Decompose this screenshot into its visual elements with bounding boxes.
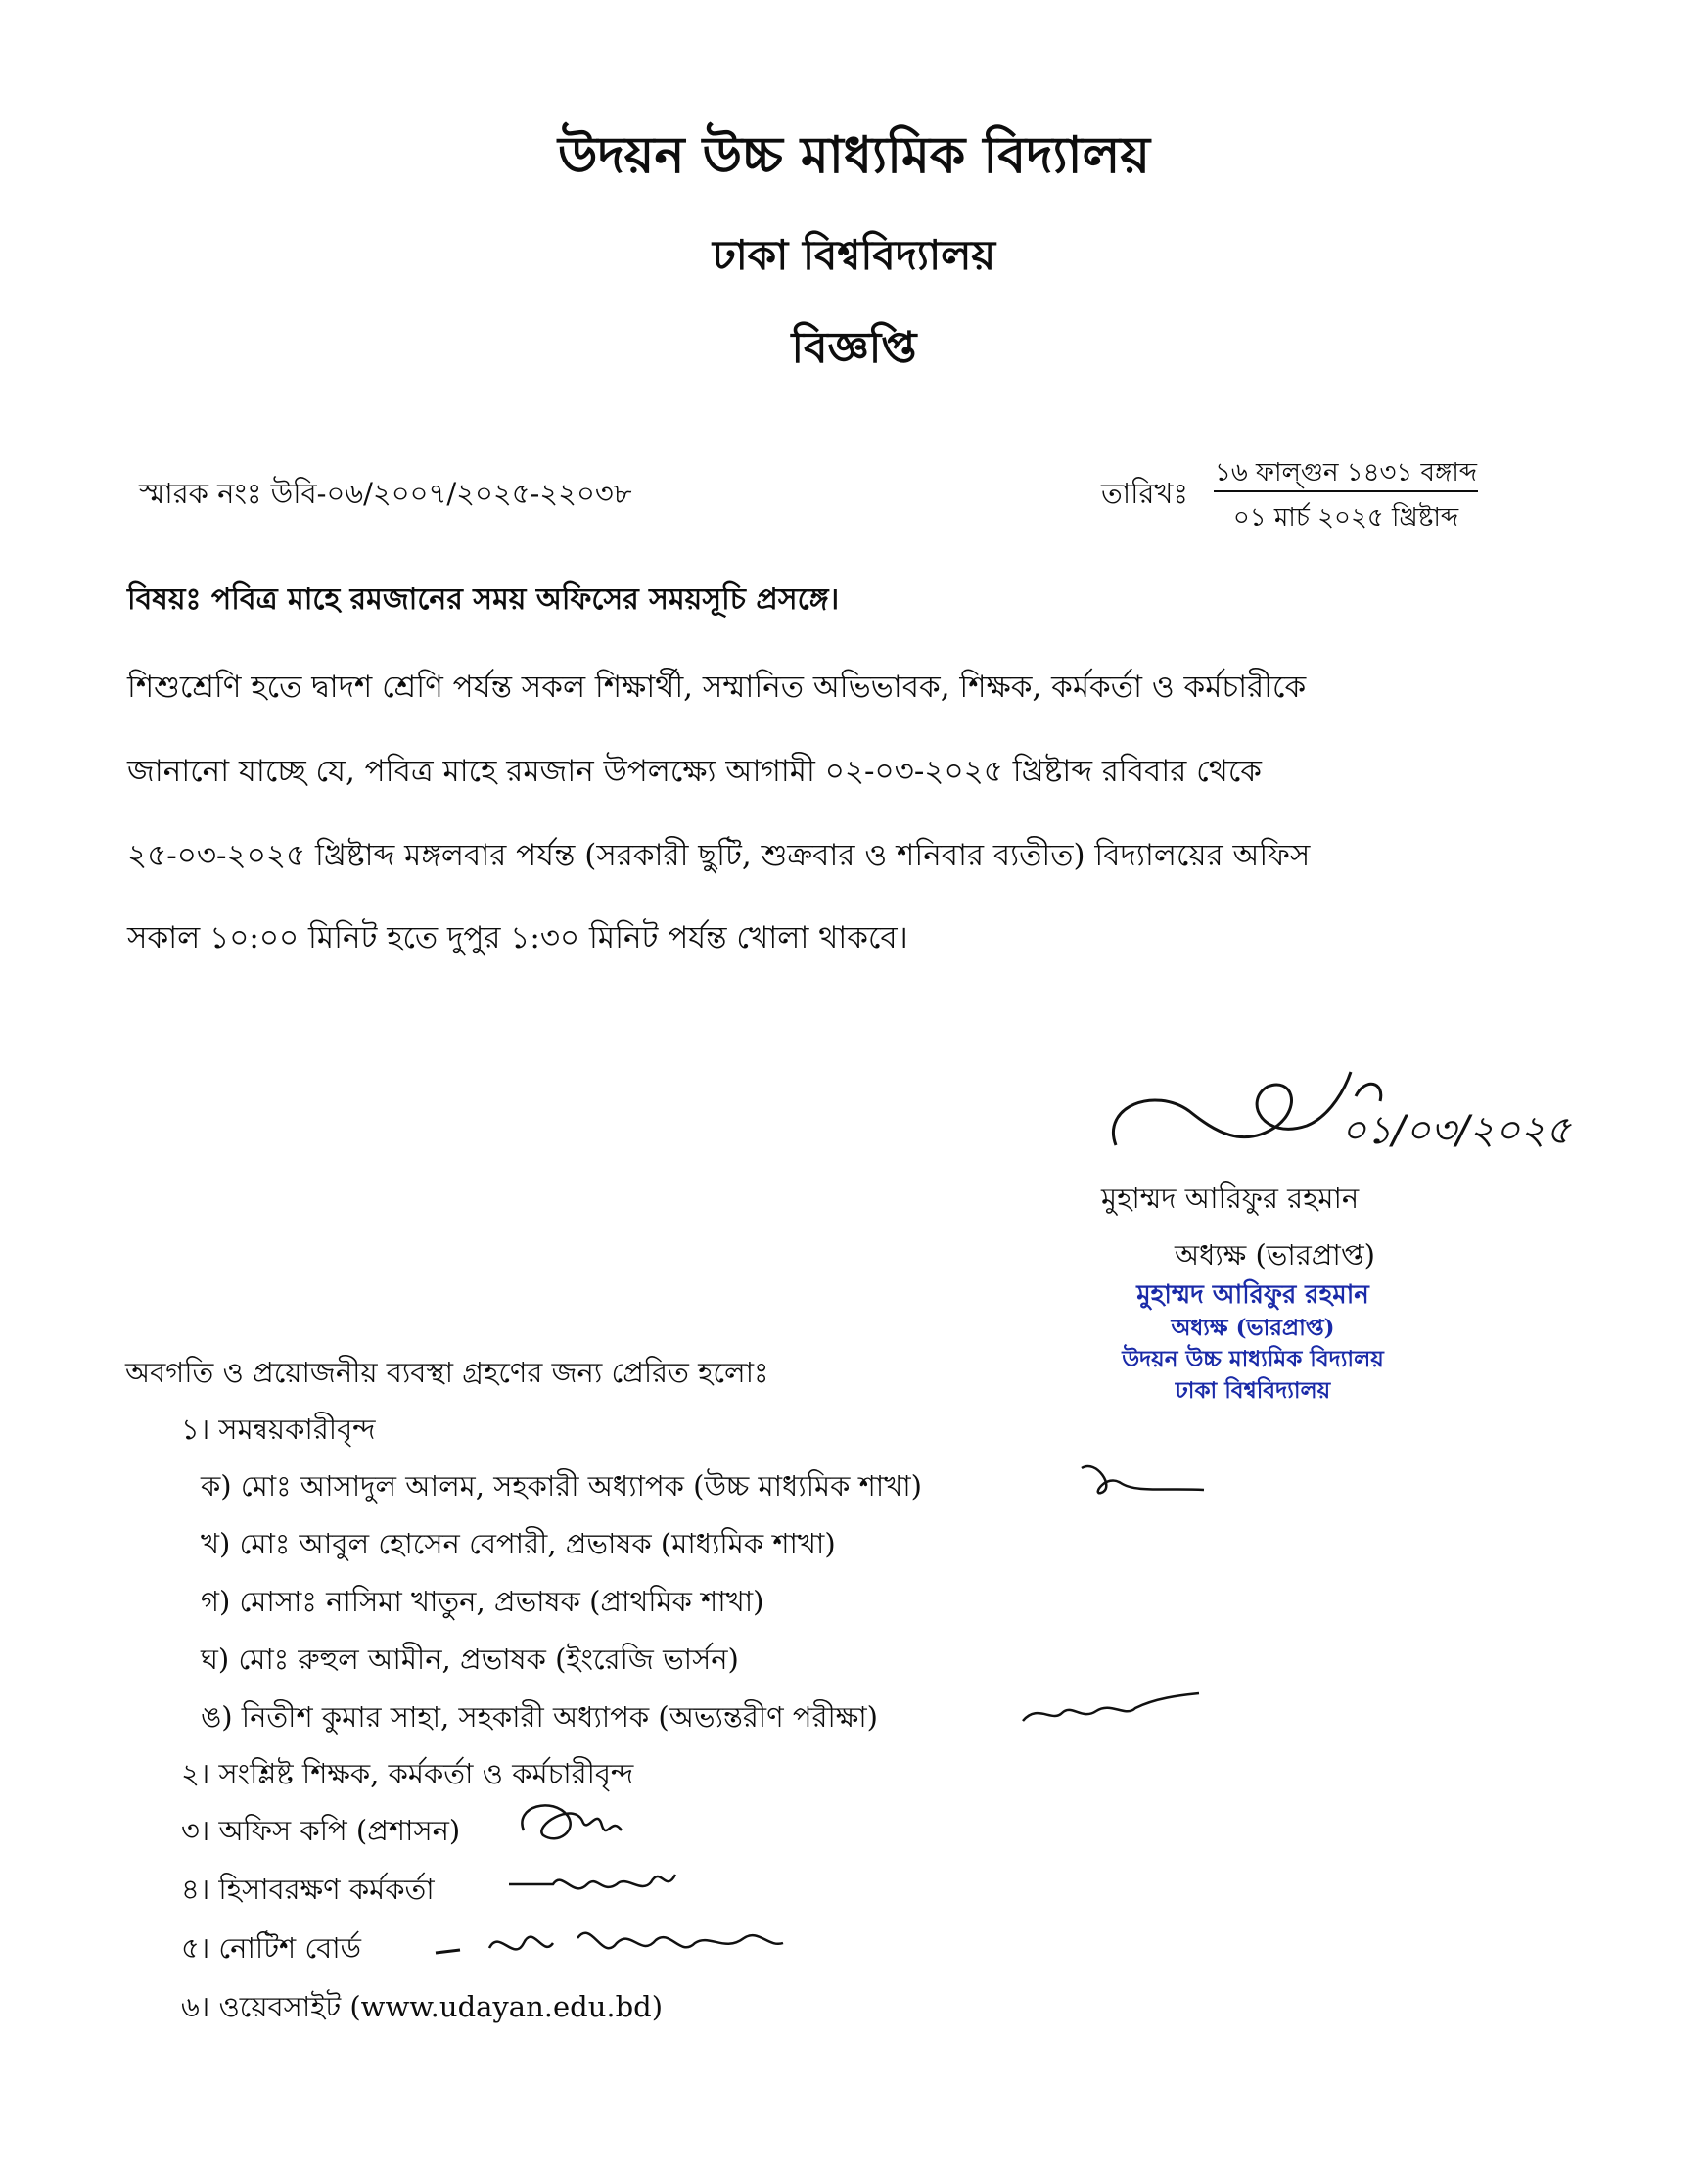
distribution-subitem: ঘ) মোঃ রুহুল আমীন, প্রভাষক (ইংরেজি ভার্সন) bbox=[201, 1643, 739, 1676]
distribution-item: ১। সমন্বয়কারীবৃন্দ bbox=[181, 1413, 376, 1446]
date-gregorian: ০১ মার্চ ২০২৫ খ্রিষ্টাব্দ bbox=[1232, 503, 1459, 533]
receipt-signature bbox=[431, 1919, 812, 1977]
subject-line: বিষয়ঃ পবিত্র মাহে রমজানের সময় অফিসের সময়সূচি প্রসঙ্গে। bbox=[127, 582, 840, 617]
receipt-signature bbox=[1018, 1684, 1204, 1733]
body-line: সকাল ১০:০০ মিনিট হতে দুপুর ১:৩০ মিনিট পর্যন্ত খোলা থাকবে। bbox=[127, 920, 908, 955]
receipt-signature bbox=[504, 1855, 690, 1914]
memo-number: স্মারক নংঃ উবি-০৬/২০০৭/২০২৫-২২০৩৮ bbox=[139, 477, 632, 510]
handwritten-date: ০১/০৩/২০২৫ bbox=[1341, 1108, 1571, 1153]
stamp-school: উদয়ন উচ্চ মাধ্যমিক বিদ্যালয় bbox=[1122, 1346, 1384, 1372]
distribution-item: ৪। হিসাবরক্ষণ কর্মকর্তা bbox=[181, 1873, 435, 1906]
body-line: ২৫-০৩-২০২৫ খ্রিষ্টাব্দ মঙ্গলবার পর্যন্ত (সরকারী ছুটি, শুক্রবার ও শনিবার ব্যতীত) বিদ্যালয়ের অফিস bbox=[127, 838, 1311, 873]
university-name: ঢাকা বিশ্ববিদ্যালয় bbox=[712, 231, 996, 279]
stamp-title: অধ্যক্ষ (ভারপ্রাপ্ত) bbox=[1171, 1315, 1335, 1341]
school-name: উদয়ন উচ্চ মাধ্যমিক বিদ্যালয় bbox=[557, 125, 1150, 185]
signatory-title: অধ্যক্ষ (ভারপ্রাপ্ত) bbox=[1175, 1238, 1375, 1272]
body-line: শিশুশ্রেণি হতে দ্বাদশ শ্রেণি পর্যন্ত সকল শিক্ষার্থী, সম্মানিত অভিভাবক, শিক্ষক, কর্মকর্তা ও কর্মচারীকে bbox=[127, 670, 1307, 705]
principal-signature bbox=[1096, 1067, 1605, 1184]
receipt-signature bbox=[514, 1796, 631, 1855]
receipt-signature bbox=[1077, 1459, 1214, 1507]
date-label: তারিখঃ bbox=[1101, 477, 1188, 510]
date-divider bbox=[1214, 490, 1478, 492]
distribution-subitem: খ) মোঃ আবুল হোসেন বেপারী, প্রভাষক (মাধ্যমিক শাখা) bbox=[201, 1527, 836, 1560]
distribution-item: ৬। ওয়েবসাইট (www.udayan.edu.bd) bbox=[181, 1990, 664, 2023]
distribution-subitem: গ) মোসাঃ নাসিমা খাতুন, প্রভাষক (প্রাথমিক শাখা) bbox=[201, 1585, 764, 1618]
signatory-name: মুহাম্মদ আরিফুর রহমান bbox=[1101, 1181, 1360, 1215]
distribution-heading: অবগতি ও প্রয়োজনীয় ব্যবস্থা গ্রহণের জন্য প্রেরিত হলোঃ bbox=[125, 1356, 769, 1389]
distribution-item: ২। সংশ্লিষ্ট শিক্ষক, কর্মকর্তা ও কর্মচারীবৃন্দ bbox=[181, 1757, 634, 1790]
distribution-item: ৩। অফিস কপি (প্রশাসন) bbox=[181, 1814, 461, 1847]
notice-title: বিজ্ঞপ্তি bbox=[791, 323, 917, 373]
stamp-university: ঢাকা বিশ্ববিদ্যালয় bbox=[1175, 1377, 1331, 1404]
date-bangla: ১৬ ফাল্গুন ১৪৩১ বঙ্গাব্দ bbox=[1214, 458, 1478, 487]
stamp-name: মুহাম্মদ আরিফুর রহমান bbox=[1136, 1280, 1369, 1310]
distribution-subitem: ক) মোঃ আসাদুল আলম, সহকারী অধ্যাপক (উচ্চ মাধ্যমিক শাখা) bbox=[201, 1469, 922, 1503]
body-line: জানানো যাচ্ছে যে, পবিত্র মাহে রমজান উপলক্ষ্যে আগামী ০২-০৩-২০২৫ খ্রিষ্টাব্দ রবিবার থেকে bbox=[127, 754, 1262, 789]
distribution-item: ৫। নোটিশ বোর্ড bbox=[181, 1931, 362, 1965]
distribution-subitem: ঙ) নিতীশ কুমার সাহা, সহকারী অধ্যাপক (অভ্যন্তরীণ পরীক্ষা) bbox=[201, 1700, 878, 1734]
